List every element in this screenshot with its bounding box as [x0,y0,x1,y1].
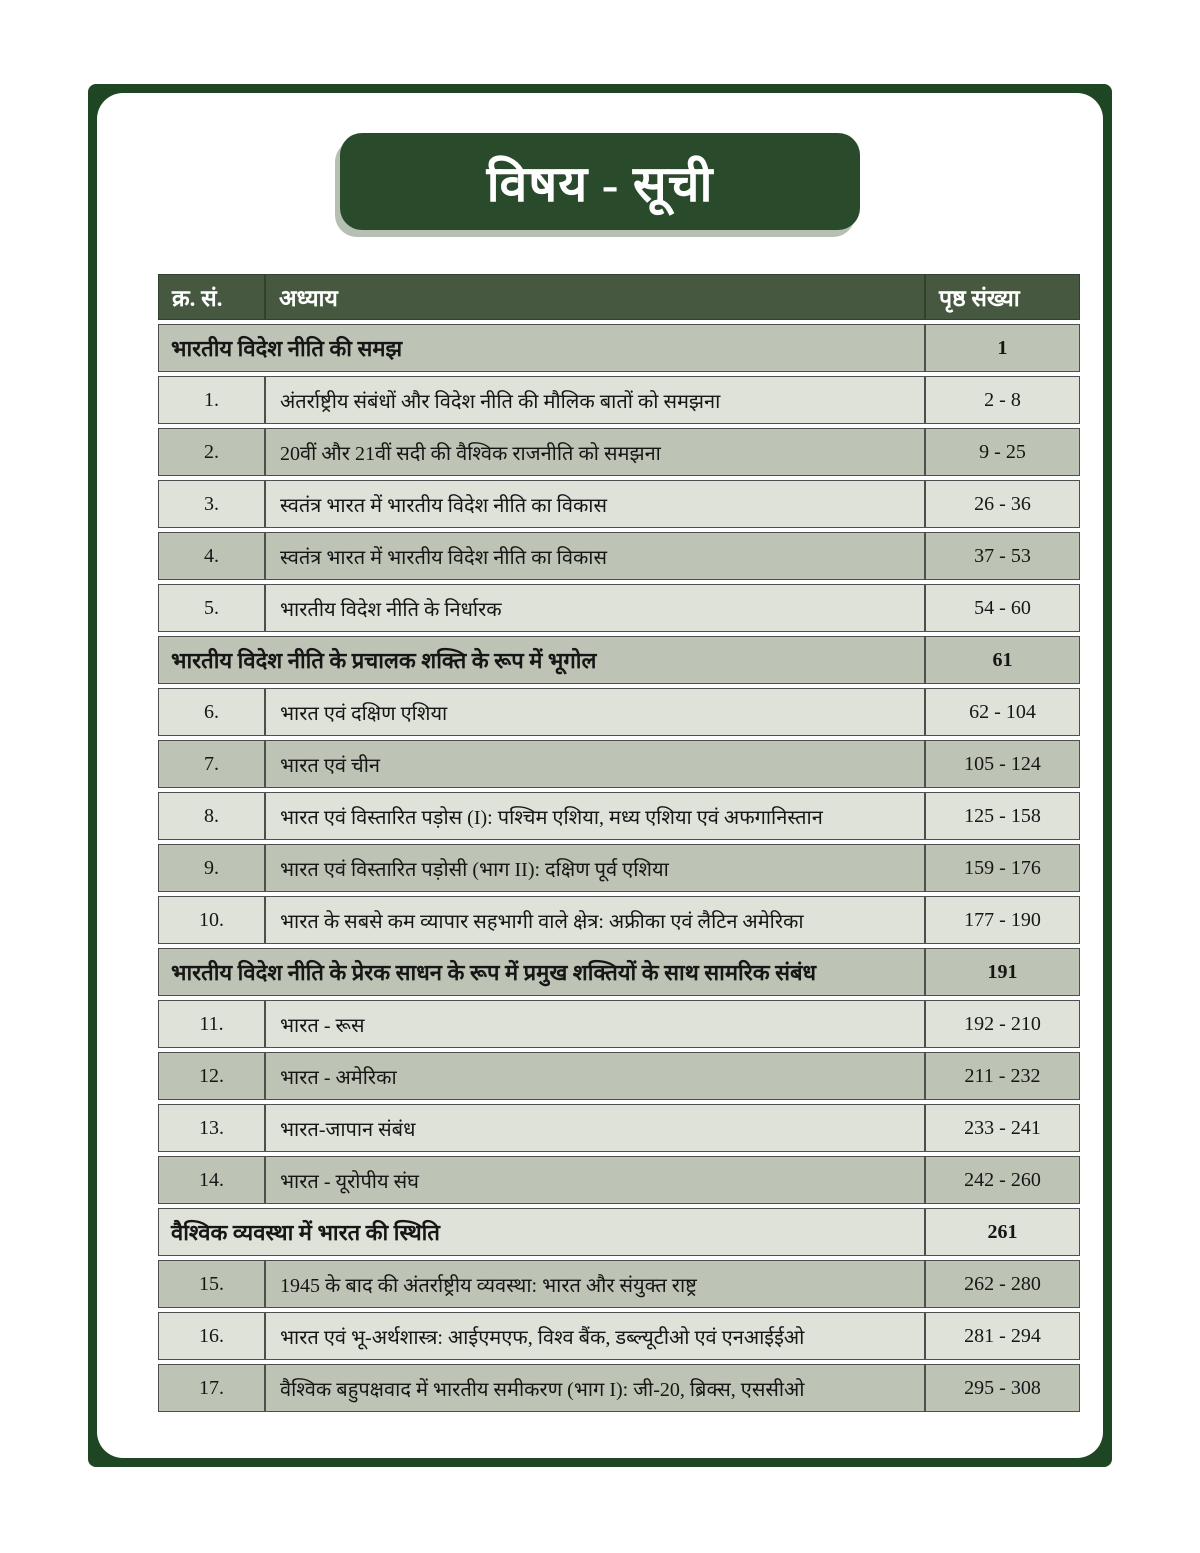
chapter-page-range: 62 - 104 [925,688,1080,736]
chapter-page-range: 105 - 124 [925,740,1080,788]
chapter-page-range: 295 - 308 [925,1364,1080,1412]
chapter-page-range: 125 - 158 [925,792,1080,840]
chapter-row [158,896,1080,944]
chapter-title: स्वतंत्र भारत में भारतीय विदेश नीति का विकास [265,480,925,528]
chapter-page-range: 159 - 176 [925,844,1080,892]
chapter-row [158,1156,1080,1204]
chapter-row [158,1052,1080,1100]
toc-table [158,270,1080,1416]
chapter-page-range: 281 - 294 [925,1312,1080,1360]
table-header-row [158,274,1080,320]
chapter-serial-number: 10. [158,896,265,944]
section-start-page: 1 [925,324,1080,372]
chapter-title: भारत के सबसे कम व्यापार सहभागी वाले क्षेत्र: अफ्रीका एवं लैटिन अमेरिका [265,896,925,944]
chapter-row [158,1000,1080,1048]
section-title: भारतीय विदेश नीति के प्रचालक शक्ति के रूप में भूगोल [158,636,925,684]
chapter-page-range: 9 - 25 [925,428,1080,476]
chapter-row [158,1312,1080,1360]
chapter-row [158,844,1080,892]
chapter-row [158,480,1080,528]
chapter-row [158,1104,1080,1152]
chapter-row [158,688,1080,736]
chapter-title: 1945 के बाद की अंतर्राष्ट्रीय व्यवस्था: भारत और संयुक्त राष्ट्र [265,1260,925,1308]
chapter-title: भारत एवं दक्षिण एशिया [265,688,925,736]
chapter-page-range: 192 - 210 [925,1000,1080,1048]
page-title: विषय - सूची [486,155,714,212]
chapter-page-range: 262 - 280 [925,1260,1080,1308]
chapter-row [158,740,1080,788]
chapter-serial-number: 17. [158,1364,265,1412]
chapter-serial-number: 9. [158,844,265,892]
chapter-serial-number: 7. [158,740,265,788]
chapter-title: भारत-जापान संबंध [265,1104,925,1152]
chapter-serial-number: 15. [158,1260,265,1308]
header-serial-number: क्र. सं. [158,274,265,320]
chapter-title: भारत - अमेरिका [265,1052,925,1100]
chapter-page-range: 54 - 60 [925,584,1080,632]
chapter-page-range: 26 - 36 [925,480,1080,528]
section-row [158,324,1080,372]
section-start-page: 191 [925,948,1080,996]
title-banner [340,133,860,230]
section-start-page: 261 [925,1208,1080,1256]
chapter-row [158,584,1080,632]
chapter-serial-number: 2. [158,428,265,476]
chapter-title: 20वीं और 21वीं सदी की वैश्विक राजनीति को समझना [265,428,925,476]
chapter-serial-number: 16. [158,1312,265,1360]
chapter-title: भारत एवं विस्तारित पड़ोस (I): पश्चिम एशिया, मध्य एशिया एवं अफगानिस्तान [265,792,925,840]
chapter-serial-number: 5. [158,584,265,632]
section-row [158,948,1080,996]
section-start-page: 61 [925,636,1080,684]
chapter-serial-number: 12. [158,1052,265,1100]
chapter-title: भारत एवं भू-अर्थशास्त्र: आईएमएफ, विश्व बैंक, डब्ल्यूटीओ एवं एनआईईओ [265,1312,925,1360]
chapter-serial-number: 13. [158,1104,265,1152]
chapter-page-range: 242 - 260 [925,1156,1080,1204]
chapter-serial-number: 3. [158,480,265,528]
chapter-title: भारतीय विदेश नीति के निर्धारक [265,584,925,632]
chapter-title: भारत एवं चीन [265,740,925,788]
chapter-page-range: 37 - 53 [925,532,1080,580]
chapter-row [158,1364,1080,1412]
chapter-page-range: 211 - 232 [925,1052,1080,1100]
section-title: वैश्विक व्यवस्था में भारत की स्थिति [158,1208,925,1256]
chapter-page-range: 2 - 8 [925,376,1080,424]
chapter-title: भारत - यूरोपीय संघ [265,1156,925,1204]
chapter-row [158,532,1080,580]
chapter-row [158,428,1080,476]
chapter-title: वैश्विक बहुपक्षवाद में भारतीय समीकरण (भाग I): जी-20, ब्रिक्स, एससीओ [265,1364,925,1412]
chapter-title: भारत - रूस [265,1000,925,1048]
chapter-row [158,376,1080,424]
chapter-serial-number: 8. [158,792,265,840]
section-title: भारतीय विदेश नीति की समझ [158,324,925,372]
chapter-serial-number: 11. [158,1000,265,1048]
chapter-row [158,792,1080,840]
header-chapter: अध्याय [265,274,925,320]
chapter-row [158,1260,1080,1308]
chapter-title: स्वतंत्र भारत में भारतीय विदेश नीति का विकास [265,532,925,580]
chapter-title: भारत एवं विस्तारित पड़ोसी (भाग II): दक्षिण पूर्व एशिया [265,844,925,892]
header-page-number: पृष्ठ संख्या [925,274,1080,320]
chapter-serial-number: 4. [158,532,265,580]
chapter-title: अंतर्राष्ट्रीय संबंधों और विदेश नीति की मौलिक बातों को समझना [265,376,925,424]
section-title: भारतीय विदेश नीति के प्रेरक साधन के रूप में प्रमुख शक्तियों के साथ सामरिक संबंध [158,948,925,996]
chapter-serial-number: 1. [158,376,265,424]
section-row [158,636,1080,684]
chapter-serial-number: 6. [158,688,265,736]
chapter-page-range: 177 - 190 [925,896,1080,944]
chapter-serial-number: 14. [158,1156,265,1204]
section-row [158,1208,1080,1256]
chapter-page-range: 233 - 241 [925,1104,1080,1152]
